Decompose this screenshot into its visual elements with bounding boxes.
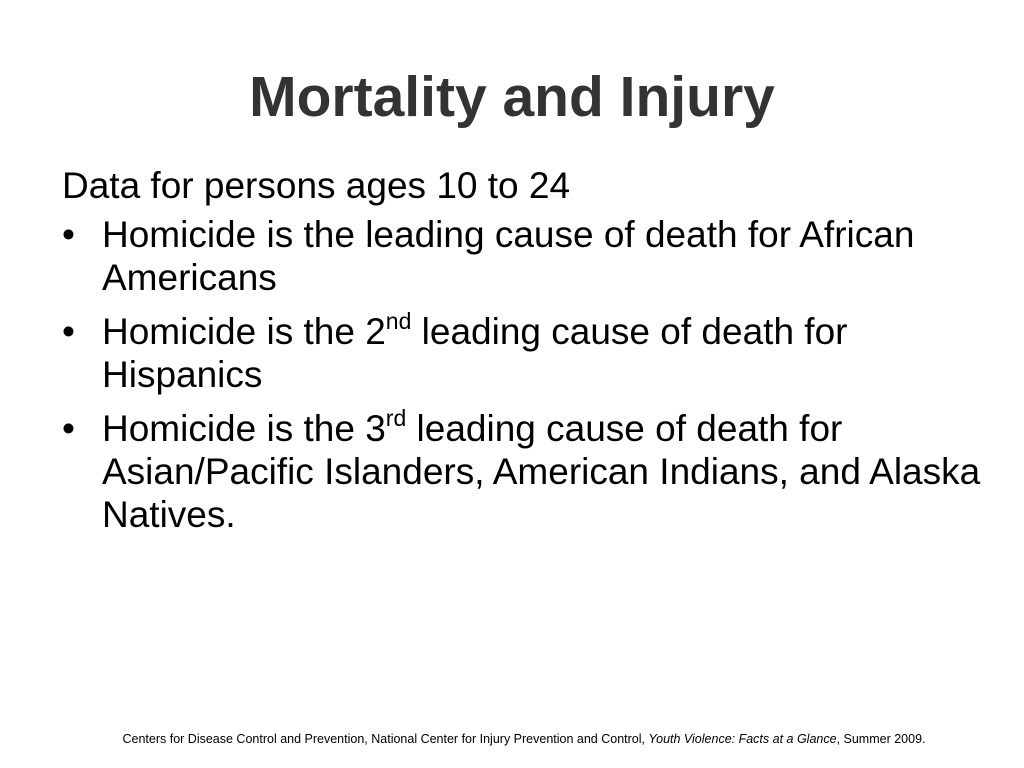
slide-title: Mortality and Injury (249, 65, 775, 129)
bullet-text-after: leading cause of death for Asian/Pacific Islanders, American Indians, and Alaska Natives. (102, 408, 981, 535)
ordinal-suffix: rd (385, 405, 407, 431)
bullet-asian-pacific-islanders (62, 407, 982, 536)
citation-prefix: Centers for Disease Control and Prevention, National Center for Injury Prevention and Control, (122, 732, 649, 746)
slide-content (62, 164, 982, 547)
bullet-text: Homicide is the leading cause of death for African Americans (102, 214, 915, 298)
ordinal-suffix: nd (385, 308, 412, 334)
bullet-list (62, 213, 982, 536)
source-citation (0, 731, 1024, 747)
bullet-african-americans (62, 213, 982, 299)
bullet-text-before: Homicide is the 2 (102, 311, 386, 352)
bullet-hispanics (62, 310, 982, 396)
bullet-text-before: Homicide is the 3 (102, 408, 386, 449)
bullet-icon: • (62, 408, 75, 449)
bullet-icon: • (62, 311, 75, 352)
bullet-text-after: leading cause of death for Hispanics (102, 311, 848, 395)
citation-suffix: , Summer 2009. (836, 732, 926, 746)
intro-text: Data for persons ages 10 to 24 (62, 165, 571, 206)
bullet-icon: • (62, 214, 75, 255)
citation-title: Youth Violence: Facts at a Glance (648, 732, 837, 746)
